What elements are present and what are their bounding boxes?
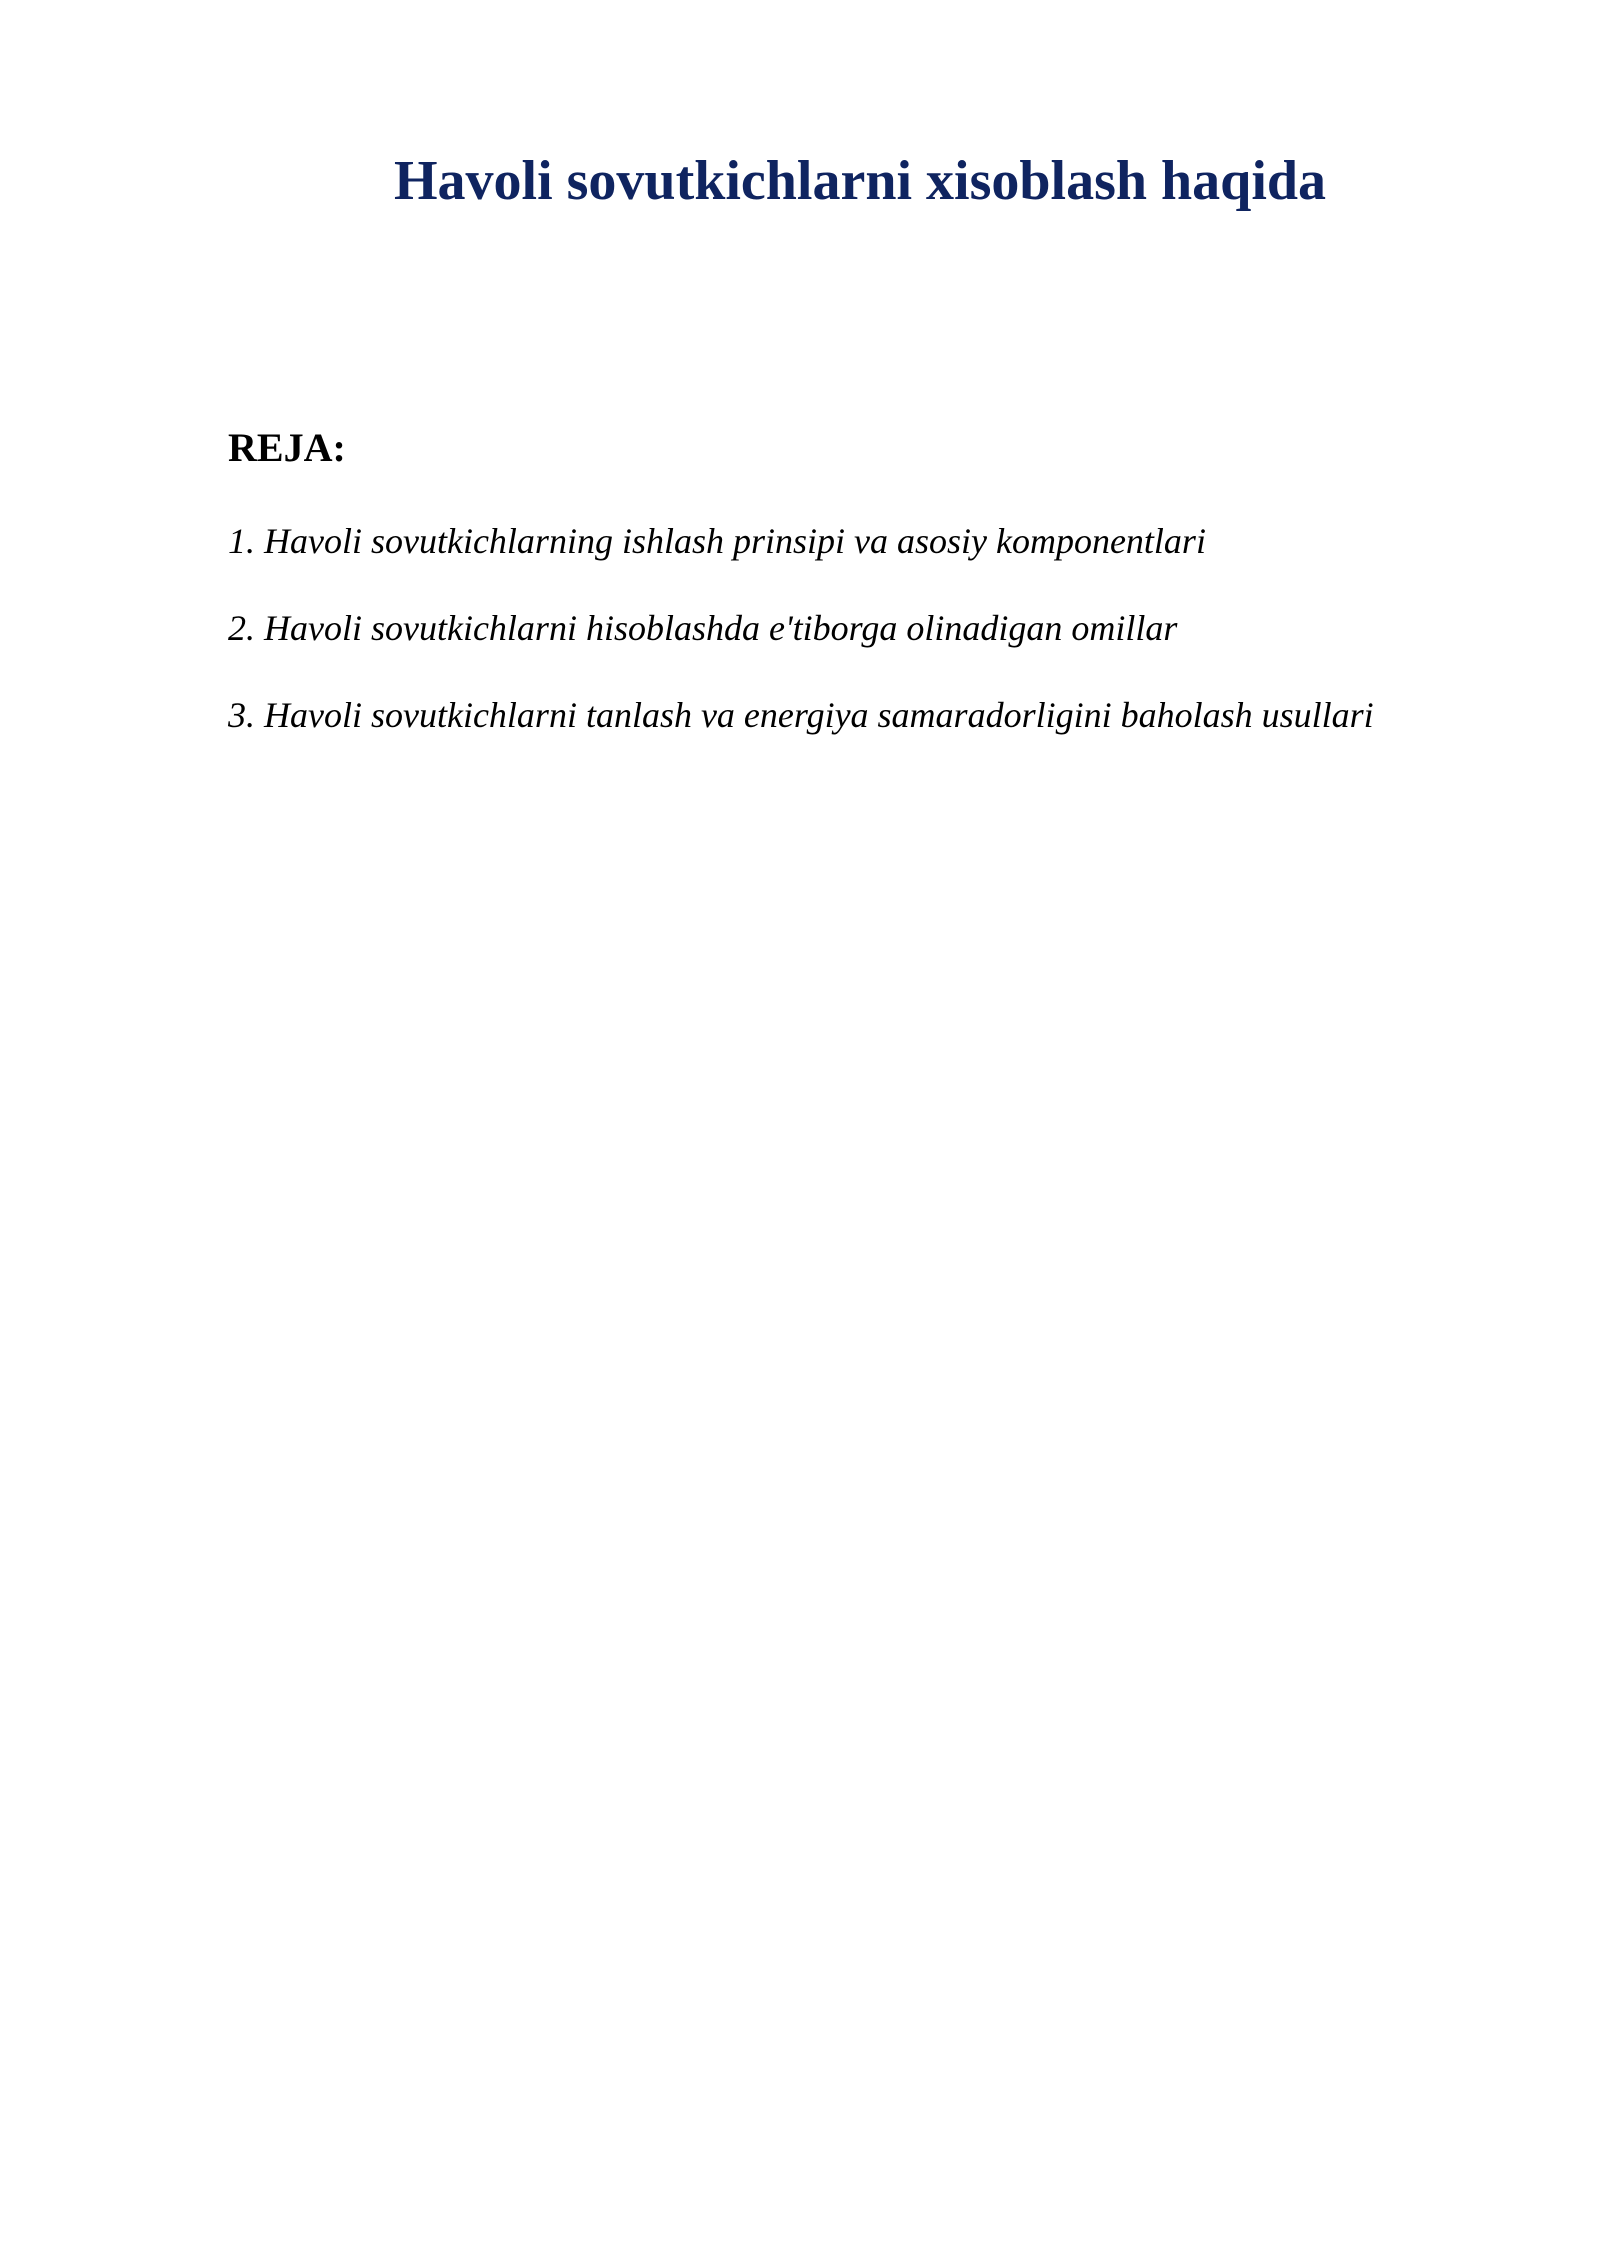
plan-heading: REJA: (228, 425, 346, 470)
plan-item: 3. Havoli sovutkichlarni tanlash va energiya samaradorligini baholash usullari (228, 695, 1374, 735)
plan-item: 1. Havoli sovutkichlarning ishlash prinsipi va asosiy komponentlari (228, 521, 1206, 561)
plan-list (228, 520, 1374, 781)
plan-item: 2. Havoli sovutkichlarni hisoblashda e'tiborga olinadigan omillar (228, 608, 1178, 648)
document-title: Havoli sovutkichlarni xisoblash haqida (393, 150, 1327, 212)
